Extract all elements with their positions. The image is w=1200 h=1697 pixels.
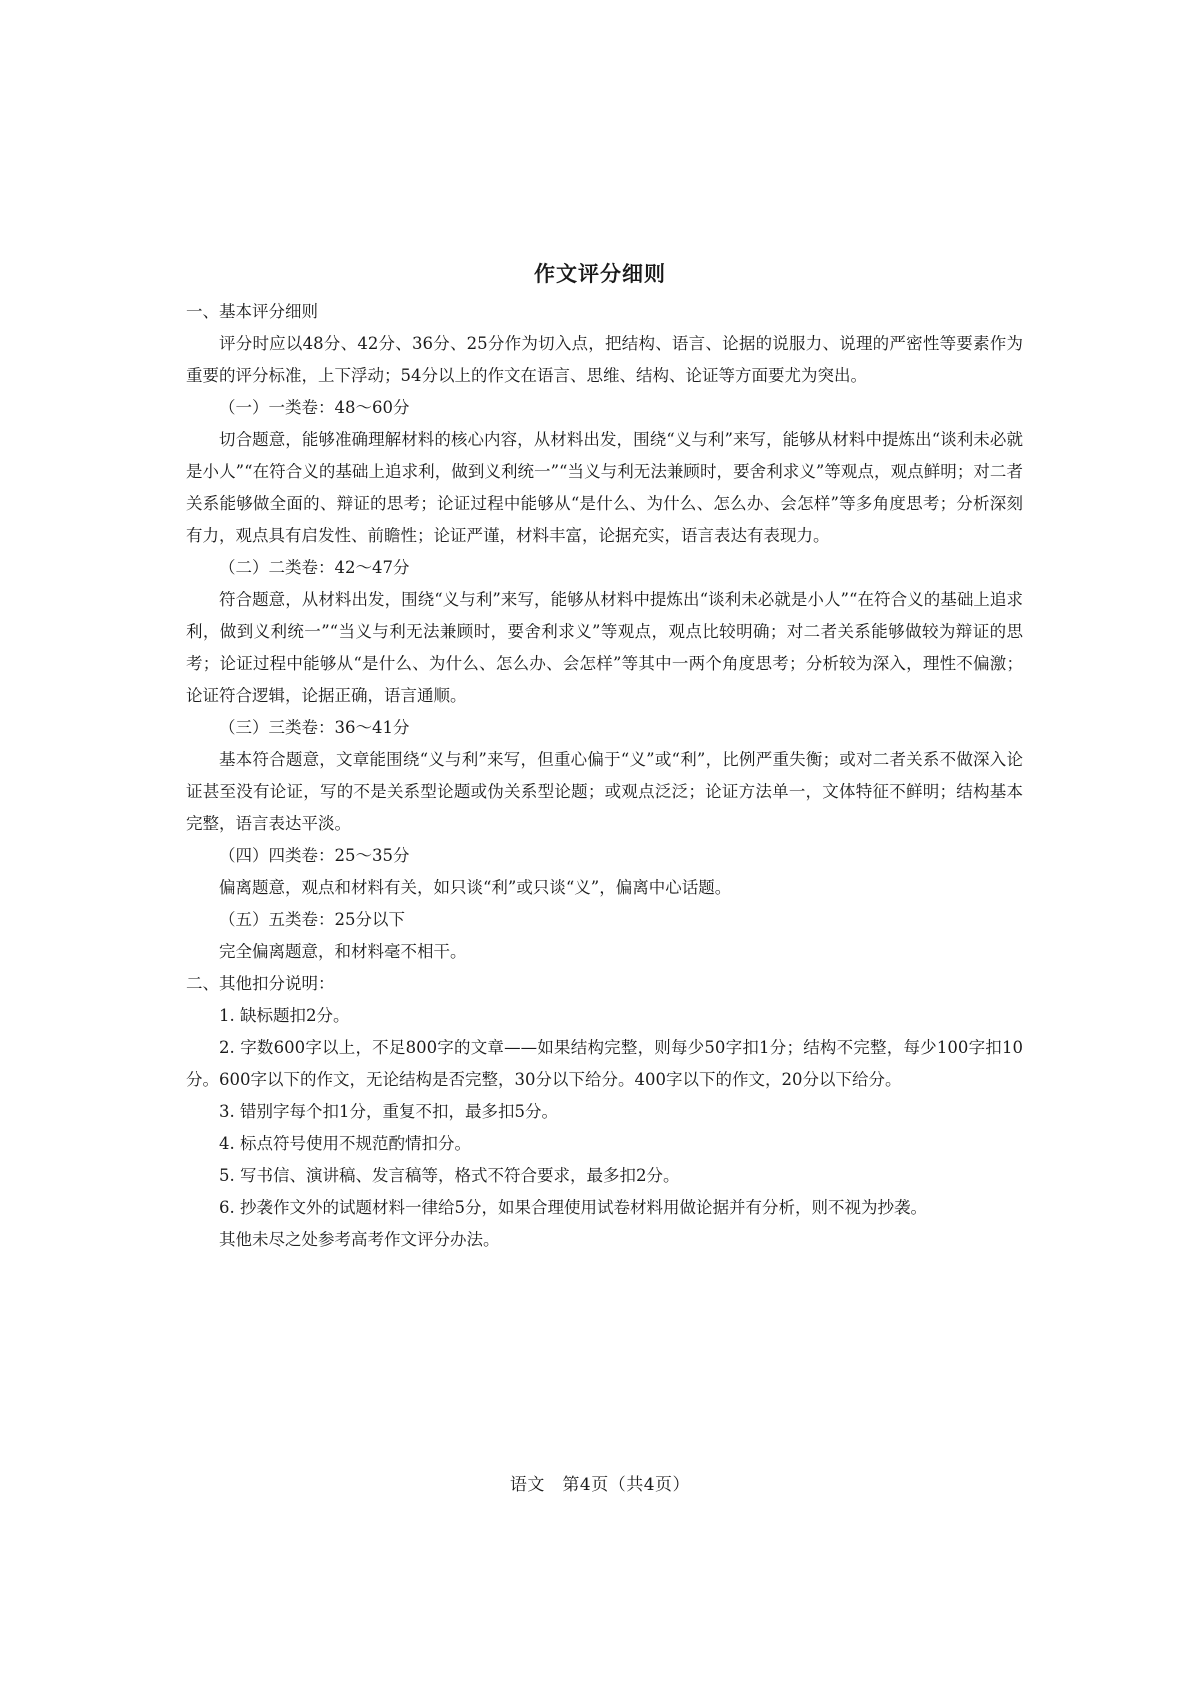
category-description: 基本符合题意，文章能围绕“义与利”来写，但重心偏于“义”或“利”，比例严重失衡；或对二者关系不做深入论证甚至没有论证，写的不是关系型论题或伪关系型论题；或观点泛泛；论证方法单一，文体特征不鲜明；结构基本完整，语言表达平淡。: [186, 750, 1023, 833]
closing-note: 其他未尽之处参考高考作文评分办法。: [219, 1230, 500, 1249]
deduction-item: 4. 标点符号使用不规范酌情扣分。: [219, 1134, 471, 1153]
category-label: （四）四类卷：25～35分: [219, 846, 410, 865]
category-label: （五）五类卷：25分以下: [219, 910, 405, 929]
deduction-item: 6. 抄袭作文外的试题材料一律给5分，如果合理使用试卷材料用做论据并有分析，则不视为抄袭。: [219, 1198, 927, 1217]
category-description: 符合题意，从材料出发，围绕“义与利”来写，能够从材料中提炼出“谈利未必就是小人”“在符合义的基础上追求利，做到义利统一”“当义与利无法兼顾时，要舍利求义”等观点，观点比较明确；对二者关系能够做较为辩证的思考；论证过程中能够从“是什么、为什么、怎么办、会怎样”等其中一两个角度思考；分析较为深入，理性不偏激；论证符合逻辑，论据正确，语言通顺。: [186, 590, 1023, 705]
page-title: 作文评分细则: [534, 262, 666, 286]
category-label: （一）一类卷：48～60分: [219, 398, 410, 417]
deduction-item: 5. 写书信、演讲稿、发言稿等，格式不符合要求，最多扣2分。: [219, 1166, 680, 1185]
page-footer: 语文 第4页（共4页）: [509, 1475, 691, 1495]
category-label: （二）二类卷：42～47分: [219, 558, 410, 577]
category-description: 偏离题意，观点和材料有关，如只谈“利”或只谈“义”，偏离中心话题。: [219, 878, 732, 897]
deduction-item: 2. 字数600字以上，不足800字的文章——如果结构完整，则每少50字扣1分；结构不完整，每少100字扣10分。600字以下的作文，无论结构是否完整，30分以下给分。400字以下的作文，20分以下给分。: [186, 1038, 1023, 1089]
section-heading-deductions: 二、其他扣分说明：: [186, 974, 335, 993]
category-label: （三）三类卷：36～41分: [219, 718, 410, 737]
section-heading-basic: 一、基本评分细则: [186, 302, 318, 321]
deduction-item: 3. 错别字每个扣1分，重复不扣，最多扣5分。: [219, 1102, 558, 1121]
section-intro: 评分时应以48分、42分、36分、25分作为切入点，把结构、语言、论据的说服力、说理的严密性等要素作为重要的评分标准，上下浮动；54分以上的作文在语言、思维、结构、论证等方面要尤为突出。: [186, 334, 1023, 385]
deduction-item: 1. 缺标题扣2分。: [219, 1006, 350, 1025]
category-description: 完全偏离题意，和材料毫不相干。: [219, 942, 467, 961]
category-description: 切合题意，能够准确理解材料的核心内容，从材料出发，围绕“义与利”来写，能够从材料中提炼出“谈利未必就是小人”“在符合义的基础上追求利，做到义利统一”“当义与利无法兼顾时，要舍利求义”等观点，观点鲜明；对二者关系能够做全面的、辩证的思考；论证过程中能够从“是什么、为什么、怎么办、会怎样”等多角度思考；分析深刻有力，观点具有启发性、前瞻性；论证严谨，材料丰富，论据充实，语言表达有表现力。: [186, 430, 1023, 545]
document-body: [186, 296, 1023, 1256]
